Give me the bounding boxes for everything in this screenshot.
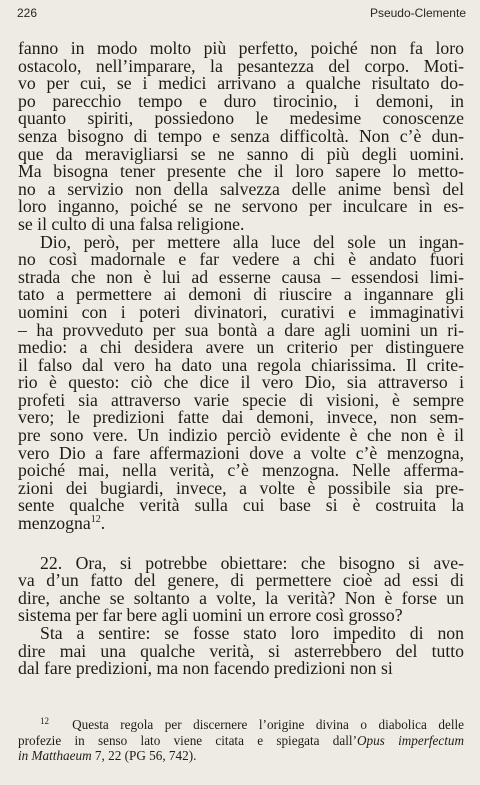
text-line-content: menzogna [18,513,91,534]
text-line-content: medio: a chi desidera avere un criterio per distinguere [18,337,464,358]
text-line-content: vo per cui, se i medici arrivano a qualche risultato do- [18,73,464,94]
text-line-content: tato a permettere ai demoni di riuscire a ingannare gli [18,284,464,305]
text-line-content: quanto spiriti, possiedono le medesime conoscenze [18,108,464,129]
text-line-content: Dio, però, per mettere alla luce del sole un ingan- [40,231,464,252]
footnote-reference[interactable]: 12 [90,514,101,526]
punctuation: . [100,513,106,534]
footnote-text: profezie in senso lato viene citata e spiegata dall’ [18,732,357,748]
paragraph-1 [18,40,464,234]
paragraph-2 [18,231,464,534]
running-title: Pseudo-Clemente [369,6,466,20]
text-line-content: loro inganno, poiché se ne servono per inculcare in es- [18,196,464,217]
footnote-text: 7, 22 (PG 56, 742). [91,748,197,763]
footnote-line-2 [18,733,464,749]
text-line-content: po parecchio tempo e duro tirocinio, i demoni, in [18,90,464,111]
text-line-content: vero; le predizioni fatte dai demoni, invece, non sem- [18,407,464,428]
text-line-content: senza bisogno di tempo e senza difficoltà. Non c’è dun- [18,125,464,146]
text-line-content: sistema per far bere agli uomini un errore così grosso? [18,605,403,626]
text-line-content: fanno in modo molto più perfetto, poiché non fa loro [18,38,464,58]
footnote-marker: 12 [40,716,49,726]
footnote-line-3 [18,748,464,764]
text-line-content: que da meravigliarsi se ne sanno di più degli uomini. [18,143,464,164]
text-line-content: profeti sia attraverso varie specie di visioni, è sempre [18,389,464,410]
text-line-content: dal fare predizioni, ma non facendo predizioni non si [18,658,393,679]
section-gap [18,533,464,555]
text-line-content: va d’un fatto del genere, di permettere cioè ad essi di [18,570,464,591]
footnote-work-title: Opus imperfectum [356,732,464,748]
text-line-content: sente qualche verità sulla cui base si è costruita la [18,495,464,516]
text-line-content: dire, anche se soltanto a volte, la verità? Non è forse un [18,587,464,608]
text-line-content: il falso dal vero ha dato una regola chiarissima. Il crite- [18,354,464,375]
text-line-content: vero Dio a fare affermazioni dove a volte c’è menzogna, [18,442,464,463]
footnotes [18,717,464,764]
text-line-content: strada che non è lui ad esserne causa – essendosi limi- [18,266,464,287]
running-header [17,6,466,24]
text-line-content: uomini con i poteri divinatori, curativi e immaginativi [18,301,464,322]
footnote-line-1 [18,717,464,733]
footnote-work-title: in Matthaeum [18,748,92,763]
page-number: 226 [17,6,38,20]
text-line [18,660,464,678]
text-line-content: 22. Ora, si potrebbe obiettare: che bisogno si ave- [40,552,464,573]
paragraph-section-22 [18,552,464,626]
text-line-content: Sta a sentire: se fosse stato loro impedito di non [40,623,464,643]
text-line-content: no a servizio non della salvezza delle anime bensì del [18,178,464,199]
text-line-content: se il culto di una falsa religione. [18,213,245,234]
text-line-content: – ha provveduto per sua bontà a dare agli uomini un ri- [18,319,464,340]
text-line [18,515,464,533]
text-line-content: Ma bisogna tener presente che il loro sapere lo metto- [18,161,464,182]
text-line-content: poiché mai, nella verità, c’è menzogna. Nelle afferma- [18,460,464,481]
body-text [18,40,464,678]
text-line-content: zioni dei bugiardi, invece, a volte è possibile sia pre- [18,477,464,498]
text-line-content: rio è questo: ciò che dice il vero Dio, sia attraverso i [18,372,464,393]
text-line-content: no così madornale e far vedere a chi è andato fuori [18,249,464,270]
paragraph-4 [18,625,464,678]
footnote-text: Questa regola per discernere l’origine divina o diabolica delle [72,717,465,732]
text-line-content: dire mai una qualche verità, si asterrebbero del tutto [18,640,464,661]
text-line-content: pre sono vere. Un indizio perciò evidente è che non è il [18,425,464,446]
text-line-content: ostacolo, nell’imparare, la pesantezza del corpo. Moti- [18,55,464,76]
